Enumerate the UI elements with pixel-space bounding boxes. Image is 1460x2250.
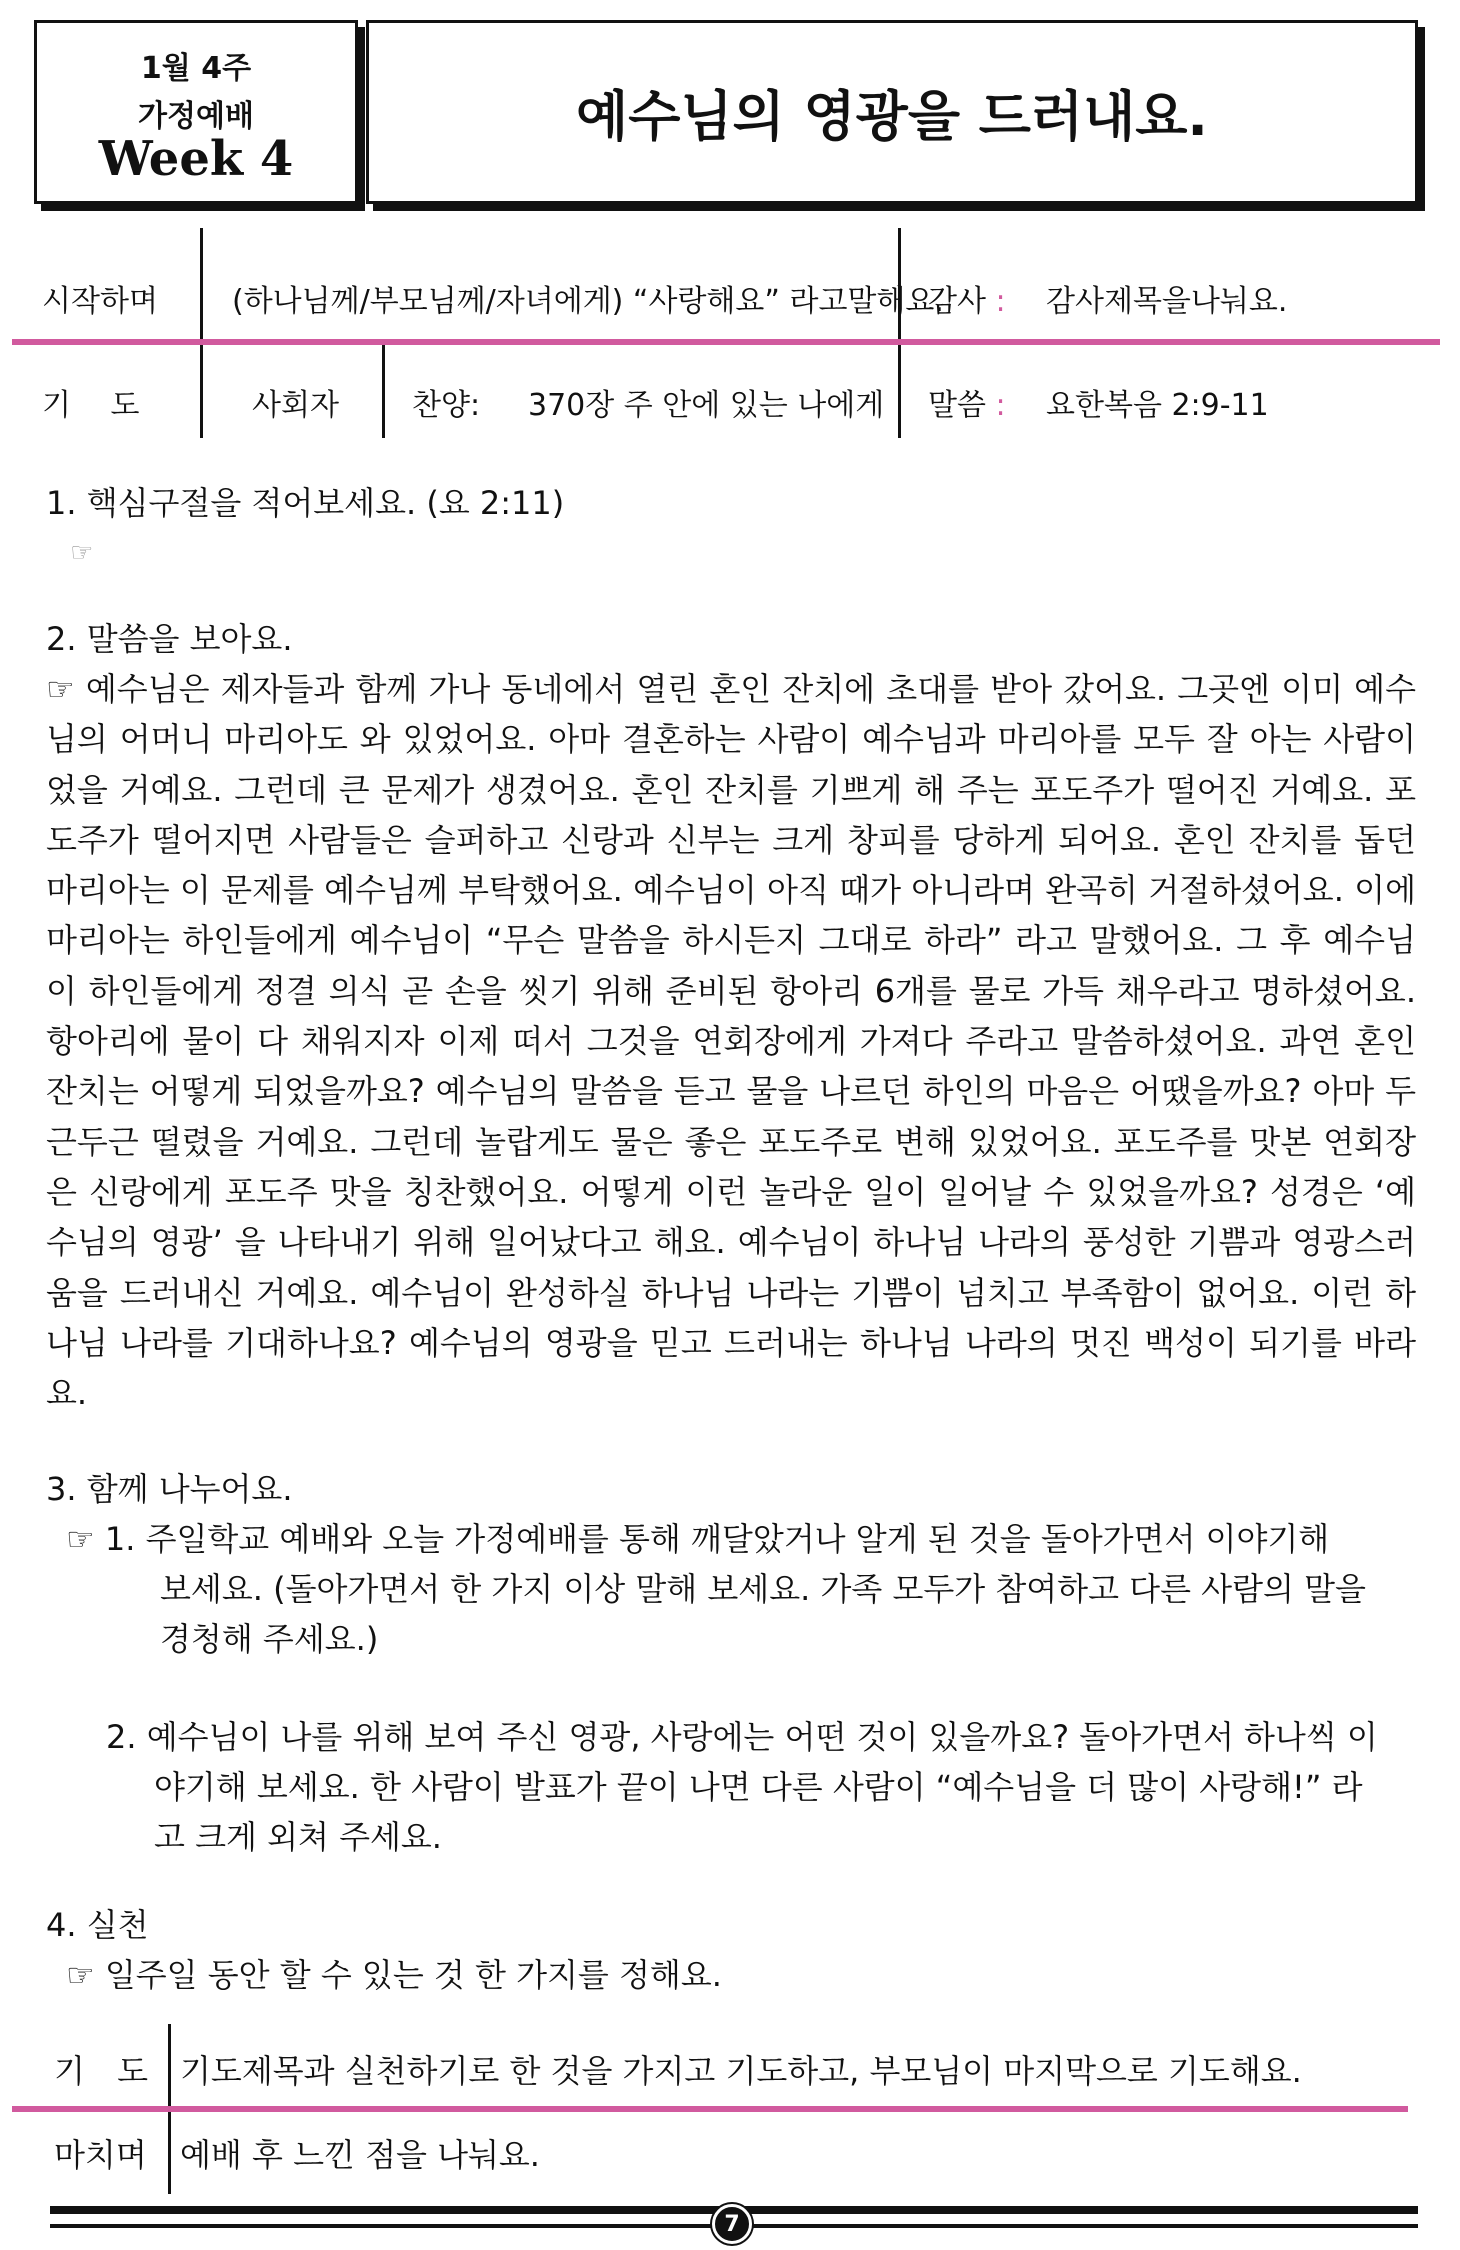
scripture-reference: 요한복음 2:9-11 (1046, 388, 1269, 423)
thanks-label (928, 276, 1006, 320)
closing-end-label: 마치며 (54, 2136, 147, 2174)
section-2-body: ☞ 예수님은 제자들과 함께 가나 동네에서 열린 혼인 잔치에 초대를 받아 갔어요. 그곳엔 이미 예수님의 어머니 마리아도 와 있었어요. 아마 결혼하는 사람이 예수님과 마리아를 모두 잘 아는 사람이었을 거예요. 그런데 큰 문제가 생겼어요. 혼인 잔치를 기쁘게 해 주는 포도주가 떨어진 거예요. 포도주가 떨어지면 사람들은 슬퍼하고 신랑과 신부는 크게 창피를 당하게 되어요. 혼인 잔치를 돕던 마리아는 이 문제를 예수님께 부탁했어요. 예수님이 아직 때가 아니라며 완곡히 거절하셨어요. 이에 마리아는 하인들에게 예수님이 “무슨 말씀을 하시든지 그대로 하라” 라고 말했어요. 그 후 예수님이 하인들에게 정결 의식 곧 손을 씻기 위해 준비된 항아리 6개를 물로 가득 채우라고 명하셨어요. 항아리에 물이 다 채워지자 이제 떠서 그것을 연회장에게 가져다 주라고 말씀하셨어요. 과연 혼인 잔치는 어떻게 되었을까요? 예수님의 말씀을 듣고 물을 나르던 하인의 마음은 어땠을까요? 아마 두근두근 떨렸을 거예요. 그런데 놀랍게도 물은 좋은 포도주로 변해 있었어요. 포도주를 맛본 연회장은 신랑에게 포도주 맛을 칭찬했어요. 어떻게 이런 놀라운 일이 일어날 수 있었을까요? 성경은 ‘예수님의 영광’ 을 나타내기 위해 일어났다고 해요. 예수님이 하나님 나라의 풍성한 기쁨과 영광스러움을 드러내신 거예요. 예수님이 완성하실 하나님 나라는 기쁨이 넘치고 부족함이 없어요. 이런 하나님 나라를 기대하나요? 예수님의 영광을 믿고 드러내는 하나님 나라의 멋진 백성이 되기를 바라요. (46, 670, 1416, 1413)
word-label-text: 말씀 (928, 388, 986, 423)
row-divider (12, 2106, 1408, 2112)
leader-label: 사회자 (252, 388, 339, 423)
month-week-label: 1월 4주 (140, 51, 252, 86)
question-2-line-1: 2. 예수님이 나를 위해 보여 주신 영광, 사랑에는 어떤 것이 있을까요? 돌아가면서 하나씩 이 (106, 1718, 1378, 1756)
prayer-label: 기 도 (42, 388, 140, 423)
section-4-heading: 4. 실천 (46, 1906, 149, 1944)
word-label (928, 380, 1006, 424)
section-2-heading: 2. 말씀을 보아요. (46, 620, 293, 658)
start-label: 시작하며 (42, 284, 158, 319)
week-label: Week 4 (98, 131, 294, 187)
closing-prayer-label: 기 도 (54, 2052, 148, 2090)
title-box (366, 20, 1418, 204)
section-3-heading: 3. 함께 나누어요. (46, 1470, 293, 1508)
hymn-label: 찬양: (412, 388, 481, 423)
question-1-line-2: 보세요. (돌아가면서 한 가지 이상 말해 보세요. 가족 모두가 참여하고 다른 사람의 말을 (160, 1570, 1366, 1608)
thanks-label-text: 감사 (928, 284, 986, 319)
divider (898, 228, 901, 438)
start-text: (하나님께/부모님께/자녀에게) “사랑해요” 라고말해요. (232, 284, 944, 319)
divider (200, 228, 203, 438)
row-divider (12, 339, 1440, 345)
worship-type-label: 가정예배 (138, 99, 254, 134)
question-1-line-1: ☞ 1. 주일학교 예배와 오늘 가정예배를 통해 깨달았거나 알게 된 것을 돌아가면서 이야기해 (66, 1520, 1330, 1558)
pointing-hand-icon: ☞ (70, 538, 94, 568)
section-1-heading: 1. 핵심구절을 적어보세요. (요 2:11) (46, 484, 565, 522)
hymn-text: 370장 주 안에 있는 나에게 (528, 388, 885, 423)
section-4-body: ☞ 일주일 동안 할 수 있는 것 한 가지를 정해요. (66, 1956, 722, 1994)
thanks-colon: : (995, 284, 1006, 319)
closing-prayer-text: 기도제목과 실천하기로 한 것을 가지고 기도하고, 부모님이 마지막으로 기도해요. (180, 2052, 1302, 2090)
word-colon: : (995, 388, 1006, 423)
question-2-line-2: 야기해 보세요. 한 사람이 발표가 끝이 나면 다른 사람이 “예수님을 더 많이 사랑해!” 라 (154, 1768, 1363, 1806)
page-title: 예수님의 영광을 드러내요. (576, 84, 1208, 148)
question-2-line-3: 고 크게 외쳐 주세요. (154, 1818, 442, 1856)
closing-end-text: 예배 후 느낀 점을 나눠요. (180, 2136, 540, 2174)
thanks-text: 감사제목을나눠요. (1046, 284, 1288, 319)
page-number: 7 (712, 2204, 752, 2244)
week-info-box (34, 20, 358, 204)
question-1-line-3: 경청해 주세요.) (160, 1620, 379, 1658)
divider (382, 345, 385, 438)
